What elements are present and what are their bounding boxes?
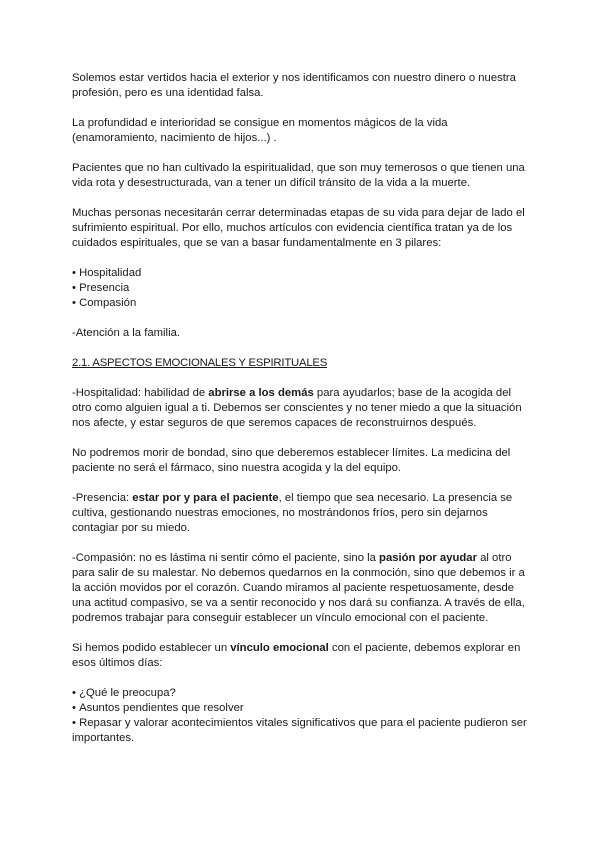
paragraph-emotional-bond: Si hemos podido establecer un vínculo emocional con el paciente, debemos explorar en esos últimos días:	[72, 642, 521, 669]
list-item: • Repasar y valorar acontecimientos vitales significativos que para el paciente pudieron ser importantes.	[72, 716, 530, 746]
list-item: • Presencia	[72, 281, 530, 296]
paragraph-limits: No podremos morir de bondad, sino que deberemos establecer límites. La medicina del paciente no será el fármaco, sino nuestra acogida y la del equipo.	[72, 447, 511, 474]
paragraph-identity: Solemos estar vertidos hacia el exterior y nos identificamos con nuestro dinero o nuestra profesión, pero es una identidad falsa.	[72, 72, 516, 99]
bold-phrase: estar por y para el paciente	[132, 492, 279, 504]
paragraph-hospitality: -Hospitalidad: habilidad de abrirse a los demás para ayudarlos; base de la acogida del otro como alguien igual a ti. Debemos ser conscientes y no tener miedo a que la situación nos afecte, y estar seguros de que seremos capaces de reconstruirnos después.	[72, 387, 522, 429]
bold-phrase: vínculo emocional	[230, 642, 329, 654]
paragraph-presence: -Presencia: estar por y para el paciente, el tiempo que sea necesario. La presencia se cultiva, gestionando nuestras emociones, no mostrándonos fríos, pero sin dejarnos contagiar por su miedo.	[72, 492, 513, 534]
paragraph-family: -Atención a la familia.	[72, 327, 180, 339]
paragraph-depth: La profundidad e interioridad se consigue en momentos mágicos de la vida (enamoramiento, nacimiento de hijos...) .	[72, 117, 448, 144]
list-item: • Hospitalidad	[72, 266, 530, 281]
bold-phrase: abrirse a los demás	[208, 387, 314, 399]
paragraph-spiritual-care: Muchas personas necesitarán cerrar determinadas etapas de su vida para dejar de lado el sufrimiento espiritual. Por ello, muchos artículos con evidencia científica tratan ya de los cuidados espirituales, que se van a basar fundamentalmente en 3 pilares:	[72, 207, 525, 249]
list-item: • ¿Qué le preocupa?	[72, 686, 530, 701]
list-item: • Asuntos pendientes que resolver	[72, 701, 530, 716]
section-heading: 2.1. ASPECTOS EMOCIONALES Y ESPIRITUALES	[72, 357, 328, 369]
paragraph-compassion: -Compasión: no es lástima ni sentir cómo el paciente, sino la pasión por ayudar al otro para salir de su malestar. No debemos quedarnos en la conmoción, sino que debemos ir a la acción movidos por el corazón. Cuando miramos al paciente respetuosamente, desde una actitud compasivo, se va a sentir reconocido y nos dará su confianza. A través de ella, podremos trabajar para conseguir establecer un vínculo emocional con el paciente.	[72, 552, 525, 624]
explore-list	[72, 686, 530, 746]
bold-phrase: pasión por ayudar	[379, 552, 477, 564]
list-item: • Compasión	[72, 296, 530, 311]
document-page	[72, 71, 530, 761]
pillars-list	[72, 266, 530, 311]
paragraph-patients: Pacientes que no han cultivado la espiritualidad, que son muy temerosos o que tienen una vida rota y desestructurada, van a tener un difícil tránsito de la vida a la muerte.	[72, 162, 525, 189]
